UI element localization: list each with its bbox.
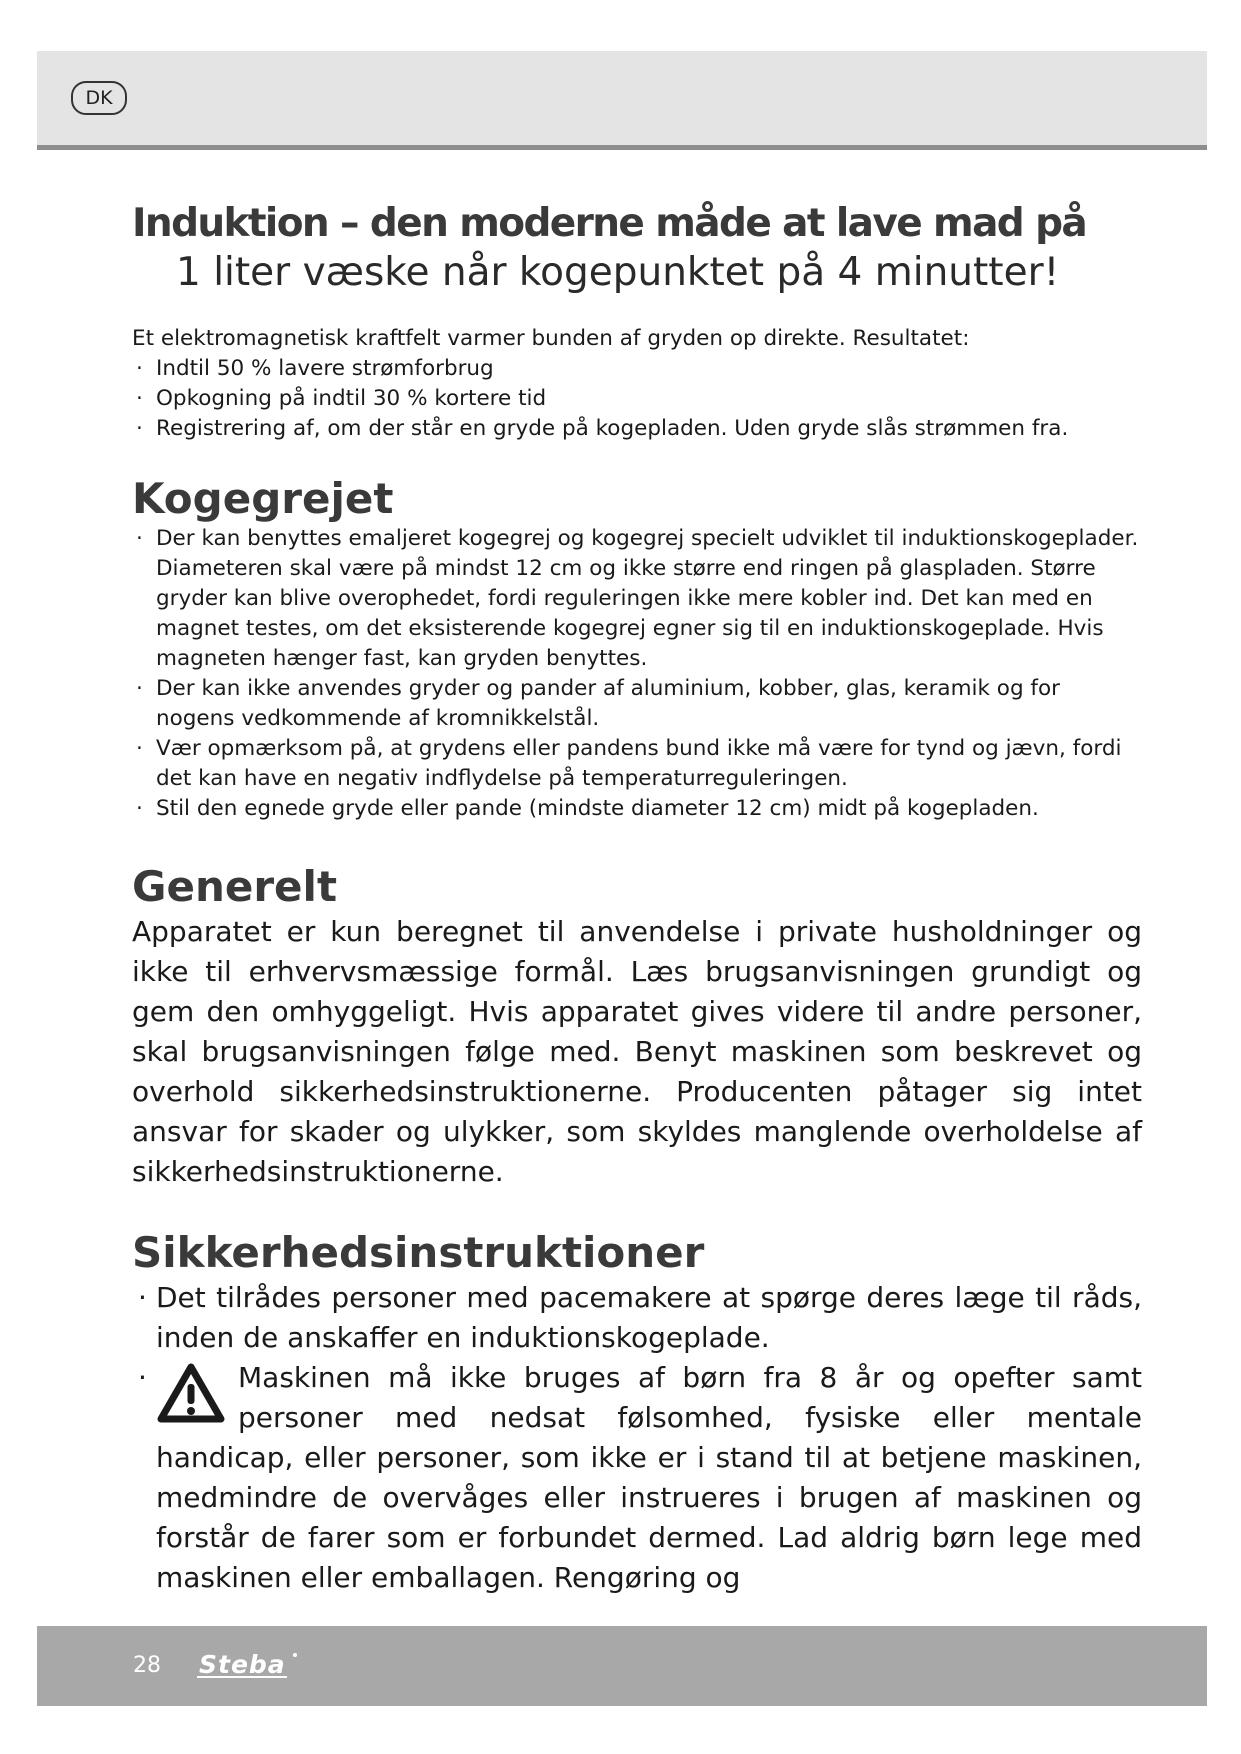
page-content — [132, 200, 1142, 1598]
intro-text: Et elektromagnetisk kraftfelt varmer bunden af gryden op direkte. Resultatet: — [132, 326, 970, 351]
list-item: · Der kan ikke anvendes gryder og pander af aluminium, kobber, glas, keramik og for nogens vedkommende af kromnikkelstål. — [132, 674, 1142, 734]
page-subtitle: 1 liter væske når kogepunktet på 4 minutter! — [176, 250, 1060, 295]
list-item: · Registrering af, om der står en gryde på kogepladen. Uden gryde slås strømmen fra. — [132, 414, 1142, 444]
section-heading-sikkerhedsinstruktioner: Sikkerhedsinstruktioner — [132, 1228, 705, 1277]
list-item-warning — [132, 1358, 1142, 1598]
warning-text: Maskinen må ikke bruges af børn fra 8 år og opefter samt personer med nedsat følsomhed, fysiske eller mentale handicap, eller personer, som ikke er i stand til at betjene maskinen, medmindre de overvåges eller instrueres i brugen af maskinen og forstår de farer som er forbundet dermed. Lad aldrig børn lege med maskinen eller emballagen. Rengøring og — [156, 1361, 1142, 1594]
section-heading-generelt: Generelt — [132, 862, 338, 911]
list-item: · Det tilrådes personer med pacemakere at spørge deres læge til råds, inden de anskaffer en induktionskogeplade. — [132, 1278, 1142, 1358]
language-badge: DK — [71, 81, 127, 115]
steba-logo-wordmark: Steba — [199, 1650, 286, 1679]
footer-band — [37, 1626, 1207, 1706]
list-item: · Vær opmærksom på, at grydens eller pandens bund ikke må være for tynd og jævn, fordi det kan have en negativ indflydelse på temperaturreguleringen. — [132, 734, 1142, 794]
header-band — [37, 51, 1207, 150]
list-item: · Indtil 50 % lavere strømforbrug — [132, 354, 1142, 384]
list-item: · Der kan benyttes emaljeret kogegrej og kogegrej specielt udviklet til induktionskogeplader. Diameteren skal være på mindst 12 cm og ikke større end ringen på glaspladen. Større gryder kan blive overophedet, fordi reguleringen ikke mere kobler ind. Det kan med en magnet testes, om det eksisterende kogegrej egner sig til en induktionskogeplade. Hvis magneten hænger fast, kan gryden benyttes. — [132, 524, 1142, 674]
list-item: · Stil den egnede gryde eller pande (mindste diameter 12 cm) midt på kogepladen. — [132, 794, 1142, 824]
sikkerhed-list — [132, 1278, 1142, 1598]
page-number: 28 — [133, 1653, 161, 1678]
list-item: · Opkogning på indtil 30 % kortere tid — [132, 384, 1142, 414]
warning-triangle-icon — [156, 1362, 226, 1424]
section-heading-kogegrejet: Kogegrejet — [132, 474, 394, 523]
kogegrejet-list — [132, 524, 1142, 824]
page-title: Induktion – den moderne måde at lave mad på — [132, 201, 1087, 246]
steba-logo — [195, 1646, 319, 1682]
generelt-text: Apparatet er kun beregnet til anvendelse i private husholdninger og ikke til erhvervsmæssige formål. Læs brugsanvisningen grundigt og gem den omhyggeligt. Hvis apparatet gives videre til andre personer, skal brugsanvisningen følge med. Benyt maskinen som beskrevet og overhold sikkerhedsinstruktionerne. Producenten påtager sig intet ansvar for skader og ulykker, som skyldes manglende overholdelse af sikkerhedsinstruktionerne. — [132, 915, 1142, 1188]
intro-list — [132, 354, 1142, 444]
